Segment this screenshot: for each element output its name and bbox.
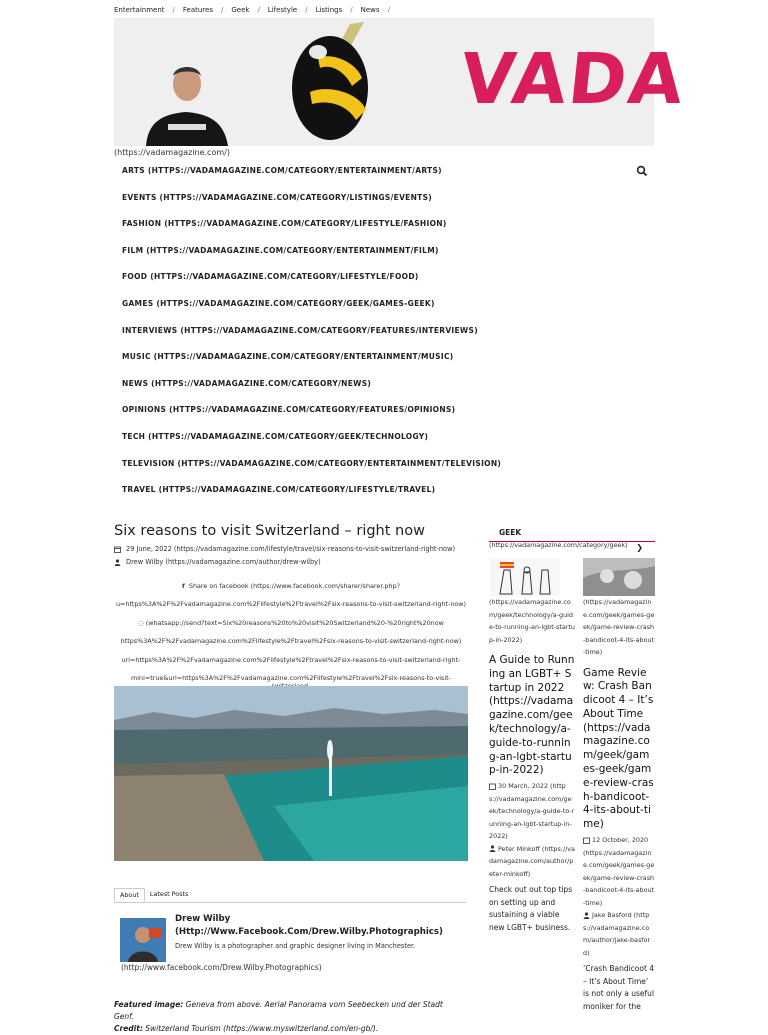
nav-item-news[interactable]: NEWS (HTTPS://VADAMAGAZINE.COM/CATEGORY/NEWS) — [122, 378, 372, 388]
share-mini-url[interactable]: mini=true&url=https%3A%2F%2Fvadamagazine.com%2Flifestyle%2Ftravel%2Fsix-reasons-to-visit- — [131, 674, 451, 682]
post-date-link[interactable]: 12 October, 2020 (https://vadamagazine.com/geek/games-geek/game-review-crash-bandicoot-4-its-about-time) — [583, 836, 655, 907]
main-nav — [114, 160, 654, 506]
nav-item-events[interactable]: EVENTS (HTTPS://VADAMAGAZINE.COM/CATEGORY/LISTINGS/EVENTS) — [122, 192, 433, 202]
nav-item-tech[interactable]: TECH (HTTPS://VADAMAGAZINE.COM/CATEGORY/GEEK/TECHNOLOGY) — [122, 431, 429, 441]
article-title: Six reasons to visit Switzerland – right now — [114, 523, 425, 539]
avatar — [120, 918, 166, 962]
search-icon[interactable] — [636, 165, 648, 177]
breadcrumb-lifestyle[interactable]: Lifestyle — [267, 6, 298, 14]
nav-item-interviews[interactable]: INTERVIEWS (HTTPS://VADAMAGAZINE.COM/CATEGORY/FEATURES/INTERVIEWS) — [122, 325, 478, 335]
user-icon — [114, 559, 121, 566]
author-tabs — [114, 888, 466, 903]
featured-image-label: Featured image: — [114, 1000, 184, 1009]
post-author — [489, 843, 575, 881]
nav-item-arts[interactable]: ARTS (HTTPS://VADAMAGAZINE.COM/CATEGORY/ENTERTAINMENT/ARTS) — [122, 166, 442, 175]
post-image-link[interactable]: (https://vadamagazine.com/geek/games-geek/game-review-crash-bandicoot-4-its-about-time) — [583, 598, 655, 656]
site-banner[interactable] — [114, 18, 690, 146]
author-url-link[interactable]: (http://www.facebook.com/Drew.Wilby.Photographics) — [121, 963, 322, 972]
featured-image-text: Geneva from above. Aerial Panorama vom Seebecken und der Stadt Genf. — [114, 1000, 443, 1021]
calendar-icon — [114, 546, 121, 553]
share-linkedin-url[interactable]: url=https%3A%2F%2Fvadamagazine.com%2Flifestyle%2Ftravel%2Fsix-reasons-to-visit-switzerland-right- — [121, 656, 461, 664]
sidebar-post-1 — [489, 596, 575, 934]
post-author — [583, 909, 655, 959]
share-whatsapp[interactable] — [114, 619, 468, 627]
breadcrumb-separator: / — [257, 6, 260, 14]
nav-item-film[interactable]: FILM (HTTPS://VADAMAGAZINE.COM/CATEGORY/ENTERTAINMENT/FILM) — [122, 245, 439, 255]
tab-about[interactable]: About — [114, 888, 145, 902]
chevron-right-icon[interactable]: ❯ — [636, 543, 643, 552]
article-date-link[interactable]: 29 June, 2022 (https://vadamagazine.com/lifestyle/travel/six-reasons-to-visit-switzerland-right-now) — [126, 545, 456, 553]
tab-latest-posts[interactable]: Latest Posts — [149, 890, 189, 898]
vada-logo: VADA — [456, 38, 690, 120]
sidebar-section-url[interactable]: (https://vadamagazine.com/category/geek) — [489, 541, 628, 549]
post-thumbnail-crash[interactable] — [583, 558, 655, 596]
post-date-link[interactable]: 30 March, 2022 (https://vadamagazine.com/geek/technology/a-guide-to-running-an-lgbt-startup-in-2022) — [489, 782, 575, 841]
nav-item-food[interactable]: FOOD (HTTPS://VADAMAGAZINE.COM/CATEGORY/LIFESTYLE/FOOD) — [122, 272, 419, 282]
nav-item-travel[interactable]: TRAVEL (HTTPS://VADAMAGAZINE.COM/CATEGORY/LIFESTYLE/TRAVEL) — [122, 485, 436, 495]
share-facebook-url[interactable]: u=https%3A%2F%2Fvadamagazine.com%2Flifestyle%2Ftravel%2Fsix-reasons-to-visit-switzerland-right-now) — [115, 600, 467, 608]
breadcrumb-separator: / — [350, 6, 353, 14]
credit-label: Credit: — [114, 1024, 143, 1033]
breadcrumb-separator: / — [305, 6, 308, 14]
bee-illustration — [280, 22, 380, 144]
share-facebook-label: Share on facebook (https://www.facebook.com/sharer/sharer.php? — [188, 582, 400, 590]
breadcrumb-separator: / — [220, 6, 224, 14]
breadcrumb-separator: / — [172, 6, 175, 14]
calendar-icon — [489, 783, 496, 790]
user-icon — [583, 912, 590, 919]
post-thumbnail-lgbt[interactable] — [490, 558, 560, 596]
user-icon — [489, 845, 496, 852]
post-title-link[interactable]: A Guide to Running an LGBT+ Startup in 2022 (https://vadamagazine.com/geek/technology/a-guide-to-running-an-lgbt-startup-in-2022) — [489, 654, 575, 777]
share-twitter-url[interactable]: https%3A%2F%2Fvadamagazine.com%2Flifestyle%2Ftravel%2Fsix-reasons-to-visit-switzerland-right-now) — [120, 637, 462, 645]
breadcrumb-news[interactable]: News — [360, 6, 380, 14]
post-author-link[interactable]: Jake Basford (https://vadamagazine.com/author/jake-basford) — [583, 911, 651, 957]
author-bio: Drew Wilby is a photographer and graphic designer living in Manchester. — [175, 942, 416, 950]
facebook-icon: f — [182, 582, 185, 590]
nav-item-fashion[interactable]: FASHION (HTTPS://VADAMAGAZINE.COM/CATEGORY/LIFESTYLE/FASHION) — [122, 219, 447, 229]
post-excerpt: ‘Crash Bandicoot 4 – It’s About Time’ is not only a useful moniker for the — [583, 964, 655, 1011]
post-image-link[interactable]: (https://vadamagazine.com/geek/technology/a-guide-to-running-an-lgbt-startup-in-2022) — [489, 598, 575, 644]
article-date — [114, 545, 455, 553]
post-date — [489, 780, 575, 843]
breadcrumb-entertainment[interactable]: Entertainment — [114, 6, 165, 14]
sidebar-post-2 — [583, 596, 655, 1013]
calendar-icon — [583, 837, 590, 844]
image-caption — [114, 999, 464, 1035]
article-author — [114, 558, 321, 566]
nav-item-music[interactable]: MUSIC (HTTPS://VADAMAGAZINE.COM/CATEGORY/ENTERTAINMENT/MUSIC) — [122, 352, 454, 362]
breadcrumb — [114, 4, 390, 16]
share-facebook[interactable] — [114, 582, 468, 590]
breadcrumb-separator: / — [387, 6, 390, 14]
nav-item-opinions[interactable]: OPINIONS (HTTPS://VADAMAGAZINE.COM/CATEGORY/FEATURES/OPINIONS) — [122, 405, 456, 415]
nav-item-television[interactable]: TELEVISION (HTTPS://VADAMAGAZINE.COM/CATEGORY/ENTERTAINMENT/TELEVISION) — [122, 458, 502, 468]
nav-item-games[interactable]: GAMES (HTTPS://VADAMAGAZINE.COM/CATEGORY/GEEK/GAMES-GEEK) — [122, 298, 435, 308]
post-author-link[interactable]: Peter Minkoff (https://vadamagazine.com/author/peter-minkoff) — [489, 844, 575, 878]
breadcrumb-features[interactable]: Features — [182, 6, 213, 14]
share-whatsapp-label: (whatsapp://send?text=Six%20reasons%20to%20visit%20Switzerland%20-%20right%20now — [145, 619, 444, 627]
article-author-link[interactable]: Drew Wilby (https://vadamagazine.com/author/drew-wilby) — [126, 558, 321, 566]
post-title-link[interactable]: Game Review: Crash Bandicoot 4 – It’s About Time (https://vadamagazine.com/geek/games-geek/game-review-crash-bandicoot-4-its-about-time) — [583, 666, 654, 831]
hero-image — [114, 686, 468, 861]
breadcrumb-listings[interactable]: Listings — [315, 6, 343, 14]
post-date — [583, 834, 655, 909]
person-image — [142, 62, 230, 146]
post-excerpt: Check out out top tips on setting up and sustaining a viable new LGBT+ business. — [489, 885, 573, 932]
credit-link[interactable]: Switzerland Tourism (https://www.myswitzerland.com/en-gb/). — [145, 1024, 379, 1033]
author-name-link[interactable]: Drew Wilby (Http://Www.Facebook.Com/Drew.Wilby.Photographics) — [175, 914, 443, 937]
breadcrumb-geek[interactable]: Geek — [231, 6, 250, 14]
home-link[interactable]: (https://vadamagazine.com/) — [114, 148, 230, 157]
sidebar-section-label[interactable]: GEEK — [499, 528, 522, 537]
whatsapp-icon: ◌ — [138, 619, 144, 627]
